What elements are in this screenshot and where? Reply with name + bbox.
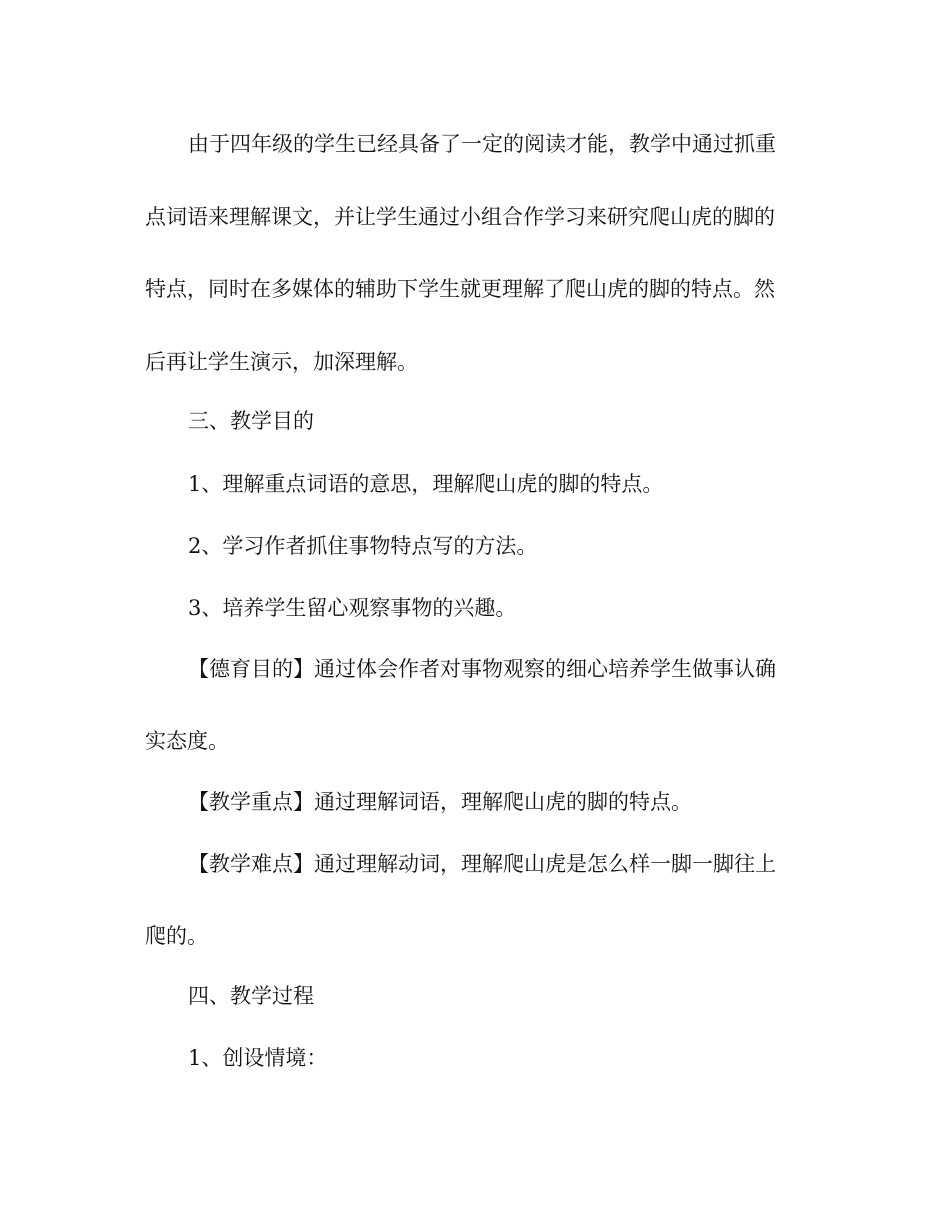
paragraph-line: 特点，同时在多媒体的辅助下学生就更理解了爬山虎的脚的特点。然	[145, 277, 775, 301]
list-item: 1、理解重点词语的意思，理解爬山虎的脚的特点。	[188, 472, 664, 496]
list-item: 1、创设情境：	[188, 1046, 328, 1070]
paragraph-line: 爬的。	[145, 924, 208, 948]
section-heading: 三、教学目的	[188, 409, 314, 433]
paragraph-line: 实态度。	[145, 729, 229, 753]
section-heading: 四、教学过程	[188, 984, 314, 1008]
paragraph-line: 由于四年级的学生已经具备了一定的阅读才能，教学中通过抓重	[188, 132, 776, 156]
paragraph-line: 后再让学生演示，加深理解。	[145, 350, 418, 374]
paragraph-line: 【教学难点】通过理解动词，理解爬山虎是怎么样一脚一脚往上	[188, 852, 776, 876]
paragraph-line: 【教学重点】通过理解词语，理解爬山虎的脚的特点。	[188, 790, 692, 814]
paragraph-line: 【德育目的】通过体会作者对事物观察的细心培养学生做事认确	[188, 657, 776, 681]
paragraph-line: 点词语来理解课文，并让学生通过小组合作学习来研究爬山虎的脚的	[145, 205, 775, 229]
list-item: 2、学习作者抓住事物特点写的方法。	[188, 534, 538, 558]
list-item: 3、培养学生留心观察事物的兴趣。	[188, 596, 517, 620]
